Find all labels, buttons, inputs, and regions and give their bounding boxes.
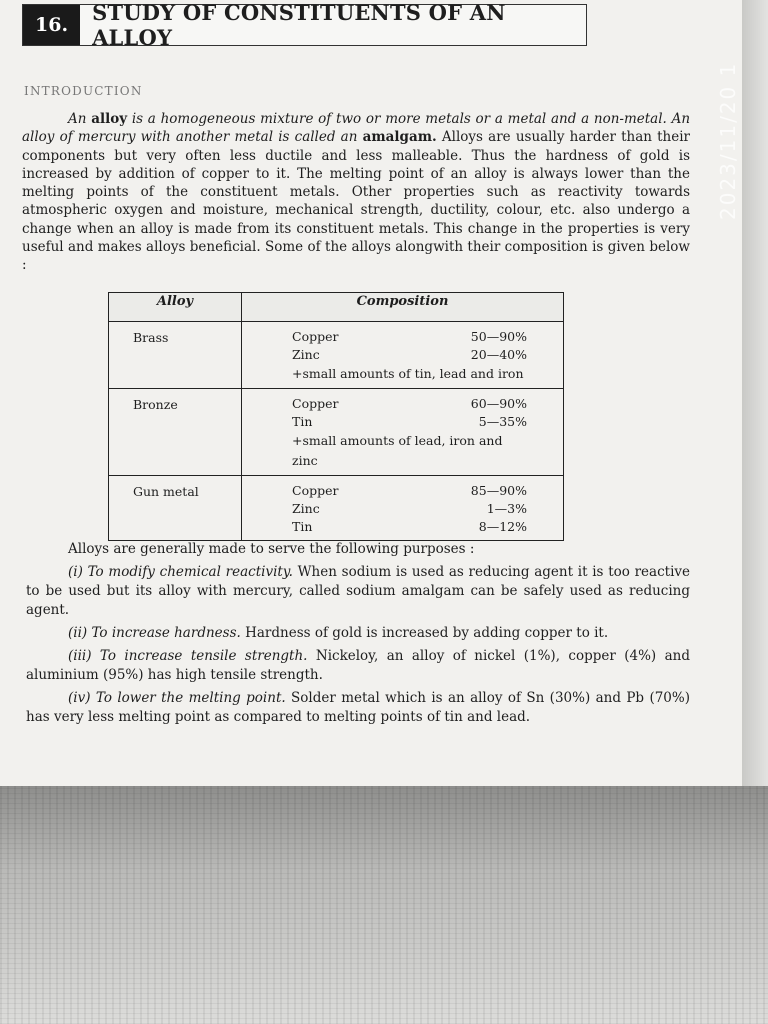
- chapter-title: STUDY OF CONSTITUENTS OF AN ALLOY: [80, 5, 586, 45]
- metal-name: Zinc: [292, 501, 320, 516]
- table-row: [109, 389, 564, 476]
- purpose-number: (iii): [68, 648, 92, 664]
- alloy-name: Bronze: [109, 389, 242, 476]
- metal-range: 5—35%: [478, 414, 527, 429]
- alloy-name: Brass: [109, 322, 242, 389]
- background-surface: [0, 786, 768, 1024]
- purpose-text: Hardness of gold is increased by adding copper to it.: [245, 625, 609, 641]
- purpose-item: [26, 647, 690, 685]
- metal-range: 1—3%: [486, 501, 527, 516]
- purpose-text: Nickeloy, an alloy of nickel (1%), copper (4%) and aluminium (95%) has high tensile strength.: [26, 648, 690, 683]
- purposes-lead: Alloys are generally made to serve the following purposes :: [68, 541, 475, 557]
- purpose-number: (ii): [68, 625, 88, 641]
- term-amalgam: amalgam.: [362, 129, 437, 146]
- purpose-item: [26, 563, 690, 620]
- alloy-name: Gun metal: [109, 476, 242, 541]
- purpose-text: Solder metal which is an alloy of Sn (30%) and Pb (70%) has very less melting point as compared to melting points of tin and lead.: [26, 690, 690, 725]
- metal-range: 85—90%: [470, 483, 527, 498]
- alloy-composition-table: [108, 292, 564, 541]
- purpose-item: [26, 624, 690, 643]
- section-label: INTRODUCTION: [24, 84, 143, 98]
- purpose-number: (i): [68, 564, 83, 580]
- intro-text: Alloys are usually harder than their components but very often less ductile and less malleable. Thus the hardness of gold is increased by addition of copper to it. The melting point of an alloy is always lower than the melting points of the constituent metals. Other properties such as reactivity towards atmospheric oxygen and moisture, mechanical strength, ductility, colour, etc. also undergo a change when an alloy is made from its constituent metals. This change in the properties is very useful and makes alloys beneficial. Some of the alloys alongwith their composition is given below :: [22, 129, 690, 274]
- purpose-title: To increase hardness.: [91, 625, 241, 641]
- purpose-title: To modify chemical reactivity.: [87, 564, 293, 580]
- composition-cell: [242, 322, 564, 389]
- composition-note: +small amounts of lead, iron and zinc: [292, 433, 503, 468]
- purpose-text: When sodium is used as reducing agent it is too reactive to be used but its alloy with mercury, called sodium amalgam can be safely used as reducing agent.: [26, 564, 691, 618]
- metal-range: 60—90%: [470, 396, 527, 411]
- metal-name: Copper: [292, 396, 339, 411]
- purpose-item: [26, 689, 690, 727]
- table-header-composition: Composition: [242, 293, 564, 322]
- metal-name: Tin: [292, 414, 313, 429]
- chapter-number: 16.: [23, 5, 80, 45]
- metal-range: 8—12%: [478, 519, 527, 534]
- composition-cell: [242, 476, 564, 541]
- introduction-paragraph: [22, 110, 690, 275]
- intro-text: is a homogeneous mixture of two or more metals or a metal and a non-metal. An alloy of mercury with another metal is called an: [22, 111, 691, 146]
- intro-text: An: [68, 111, 87, 127]
- page-edge: [742, 0, 768, 786]
- composition-note: +small amounts of tin, lead and iron: [292, 366, 524, 381]
- purpose-title: To increase tensile strength.: [99, 648, 308, 664]
- purpose-title: To lower the melting point.: [95, 690, 286, 706]
- table-row: [109, 476, 564, 541]
- metal-name: Copper: [292, 483, 339, 498]
- term-alloy: alloy: [91, 111, 128, 127]
- metal-range: 20—40%: [470, 347, 527, 362]
- metal-name: Copper: [292, 329, 339, 344]
- metal-name: Zinc: [292, 347, 320, 362]
- table-row: [109, 322, 564, 389]
- purpose-number: (iv): [68, 690, 91, 706]
- metal-range: 50—90%: [470, 329, 527, 344]
- composition-cell: [242, 389, 564, 476]
- chapter-heading: [22, 0, 587, 50]
- table-header-alloy: Alloy: [109, 293, 242, 322]
- purposes-section: [26, 540, 690, 731]
- metal-name: Tin: [292, 519, 313, 534]
- photo-date-stamp: 2023/11/20 1: [716, 61, 740, 220]
